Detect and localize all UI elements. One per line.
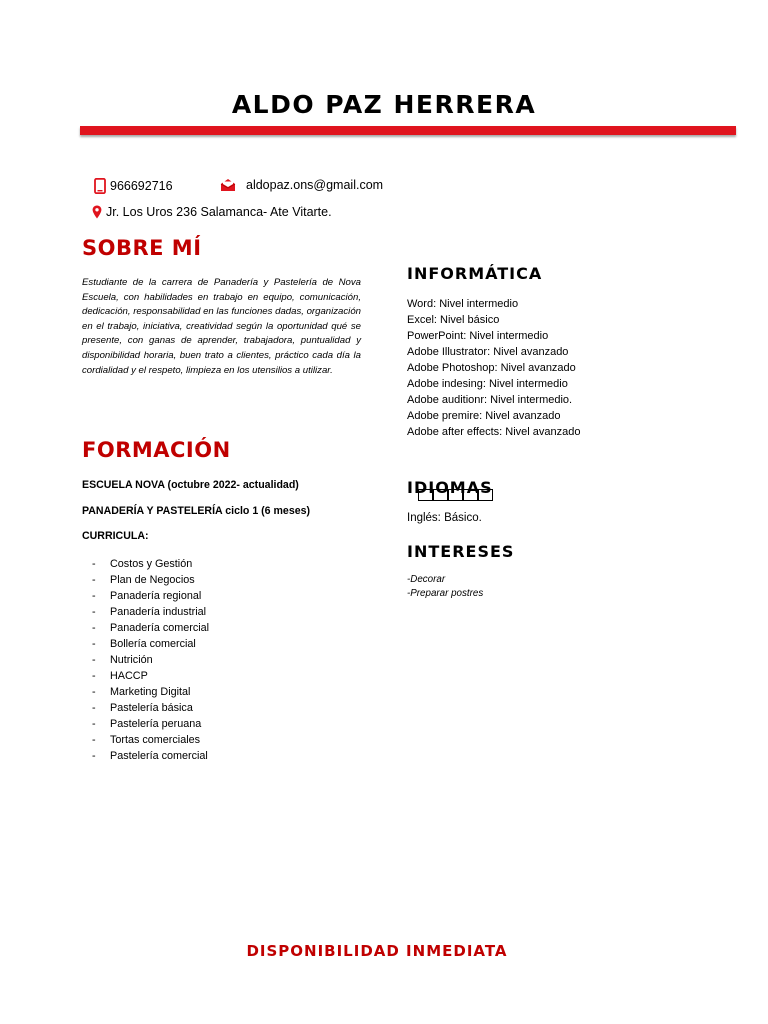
address-text: Jr. Los Uros 236 Salamanca- Ate Vitarte.: [106, 205, 332, 219]
list-item: - Bollería comercial: [92, 638, 196, 650]
education-heading: FORMACIÓN: [82, 438, 231, 462]
contact-email: [220, 178, 383, 192]
envelope-icon: [220, 178, 236, 192]
phone-number: 966692716: [110, 179, 173, 193]
location-pin-icon: [92, 205, 102, 219]
header-divider: [80, 126, 736, 135]
list-item: - Panadería comercial: [92, 622, 210, 634]
about-heading: SOBRE MÍ: [82, 236, 202, 260]
list-item: - Panadería industrial: [92, 606, 207, 618]
list-item: -Preparar postres: [407, 588, 484, 599]
languages-heading: IDIOMAS: [407, 478, 493, 497]
interests-list: [407, 573, 483, 601]
contact-phone: [94, 178, 173, 194]
list-item: Adobe Illustrator: Nivel avanzado: [407, 346, 569, 358]
computing-heading: INFORMÁTICA: [407, 264, 543, 283]
interests-heading: INTERESES: [407, 542, 515, 561]
list-item: - Costos y Gestión: [92, 558, 193, 570]
list-item: Adobe premire: Nivel avanzado: [407, 410, 561, 422]
list-item: - Tortas comerciales: [92, 734, 201, 746]
availability-banner: DISPONIBILIDAD INMEDIATA: [246, 942, 508, 960]
about-text: Estudiante de la carrera de Panadería y Pastelería de Nova Escuela, con habilidades en trabajo en equipo, comunicación, dedicación, responsabilidad en las funciones dadas, organización en el trabajo, iniciativa, creatividad según la oportunidad qué se presente, con ganas de aprender, trabajadora, puntualidad y disponibilidad horaria, buen trato a clientes, práctico cada día la cordialidad y el respeto, limpieza en los utensilios a utilizar.: [82, 277, 361, 376]
list-item: - Pastelería básica: [92, 702, 193, 714]
list-item: Adobe after effects: Nivel avanzado: [407, 426, 581, 438]
full-name: ALDO PAZ HERRERA: [231, 90, 537, 119]
list-item: -Decorar: [407, 574, 446, 585]
languages-heading-wrap: [407, 478, 493, 497]
list-item: - Pastelería peruana: [92, 718, 202, 730]
text-frame-handles: [418, 489, 493, 501]
phone-icon: [94, 178, 106, 194]
list-item: Adobe Photoshop: Nivel avanzado: [407, 362, 576, 374]
curriculum-label: CURRICULA:: [82, 530, 149, 542]
list-item: - Pastelería comercial: [92, 750, 208, 762]
computing-list: [407, 296, 580, 440]
list-item: - Marketing Digital: [92, 686, 191, 698]
list-item: Excel: Nivel básico: [407, 314, 500, 326]
list-item: Adobe indesing: Nivel intermedio: [407, 378, 568, 390]
list-item: Word: Nivel intermedio: [407, 298, 519, 310]
list-item: - Nutrición: [92, 654, 153, 666]
list-item: Adobe auditionr: Nivel intermedio.: [407, 394, 573, 406]
list-item: - Plan de Negocios: [92, 574, 195, 586]
list-item: - Panadería regional: [92, 590, 202, 602]
list-item: - HACCP: [92, 670, 148, 682]
curriculum-list: [92, 556, 209, 764]
education-school: ESCUELA NOVA (octubre 2022- actualidad): [82, 479, 299, 491]
contact-address: [92, 205, 332, 219]
email-address[interactable]: aldopaz.ons@gmail.com: [246, 178, 384, 192]
education-program: PANADERÍA Y PASTELERÍA ciclo 1 (6 meses): [82, 505, 311, 517]
list-item: PowerPoint: Nivel intermedio: [407, 330, 549, 342]
languages-text: Inglés: Básico.: [407, 512, 482, 524]
